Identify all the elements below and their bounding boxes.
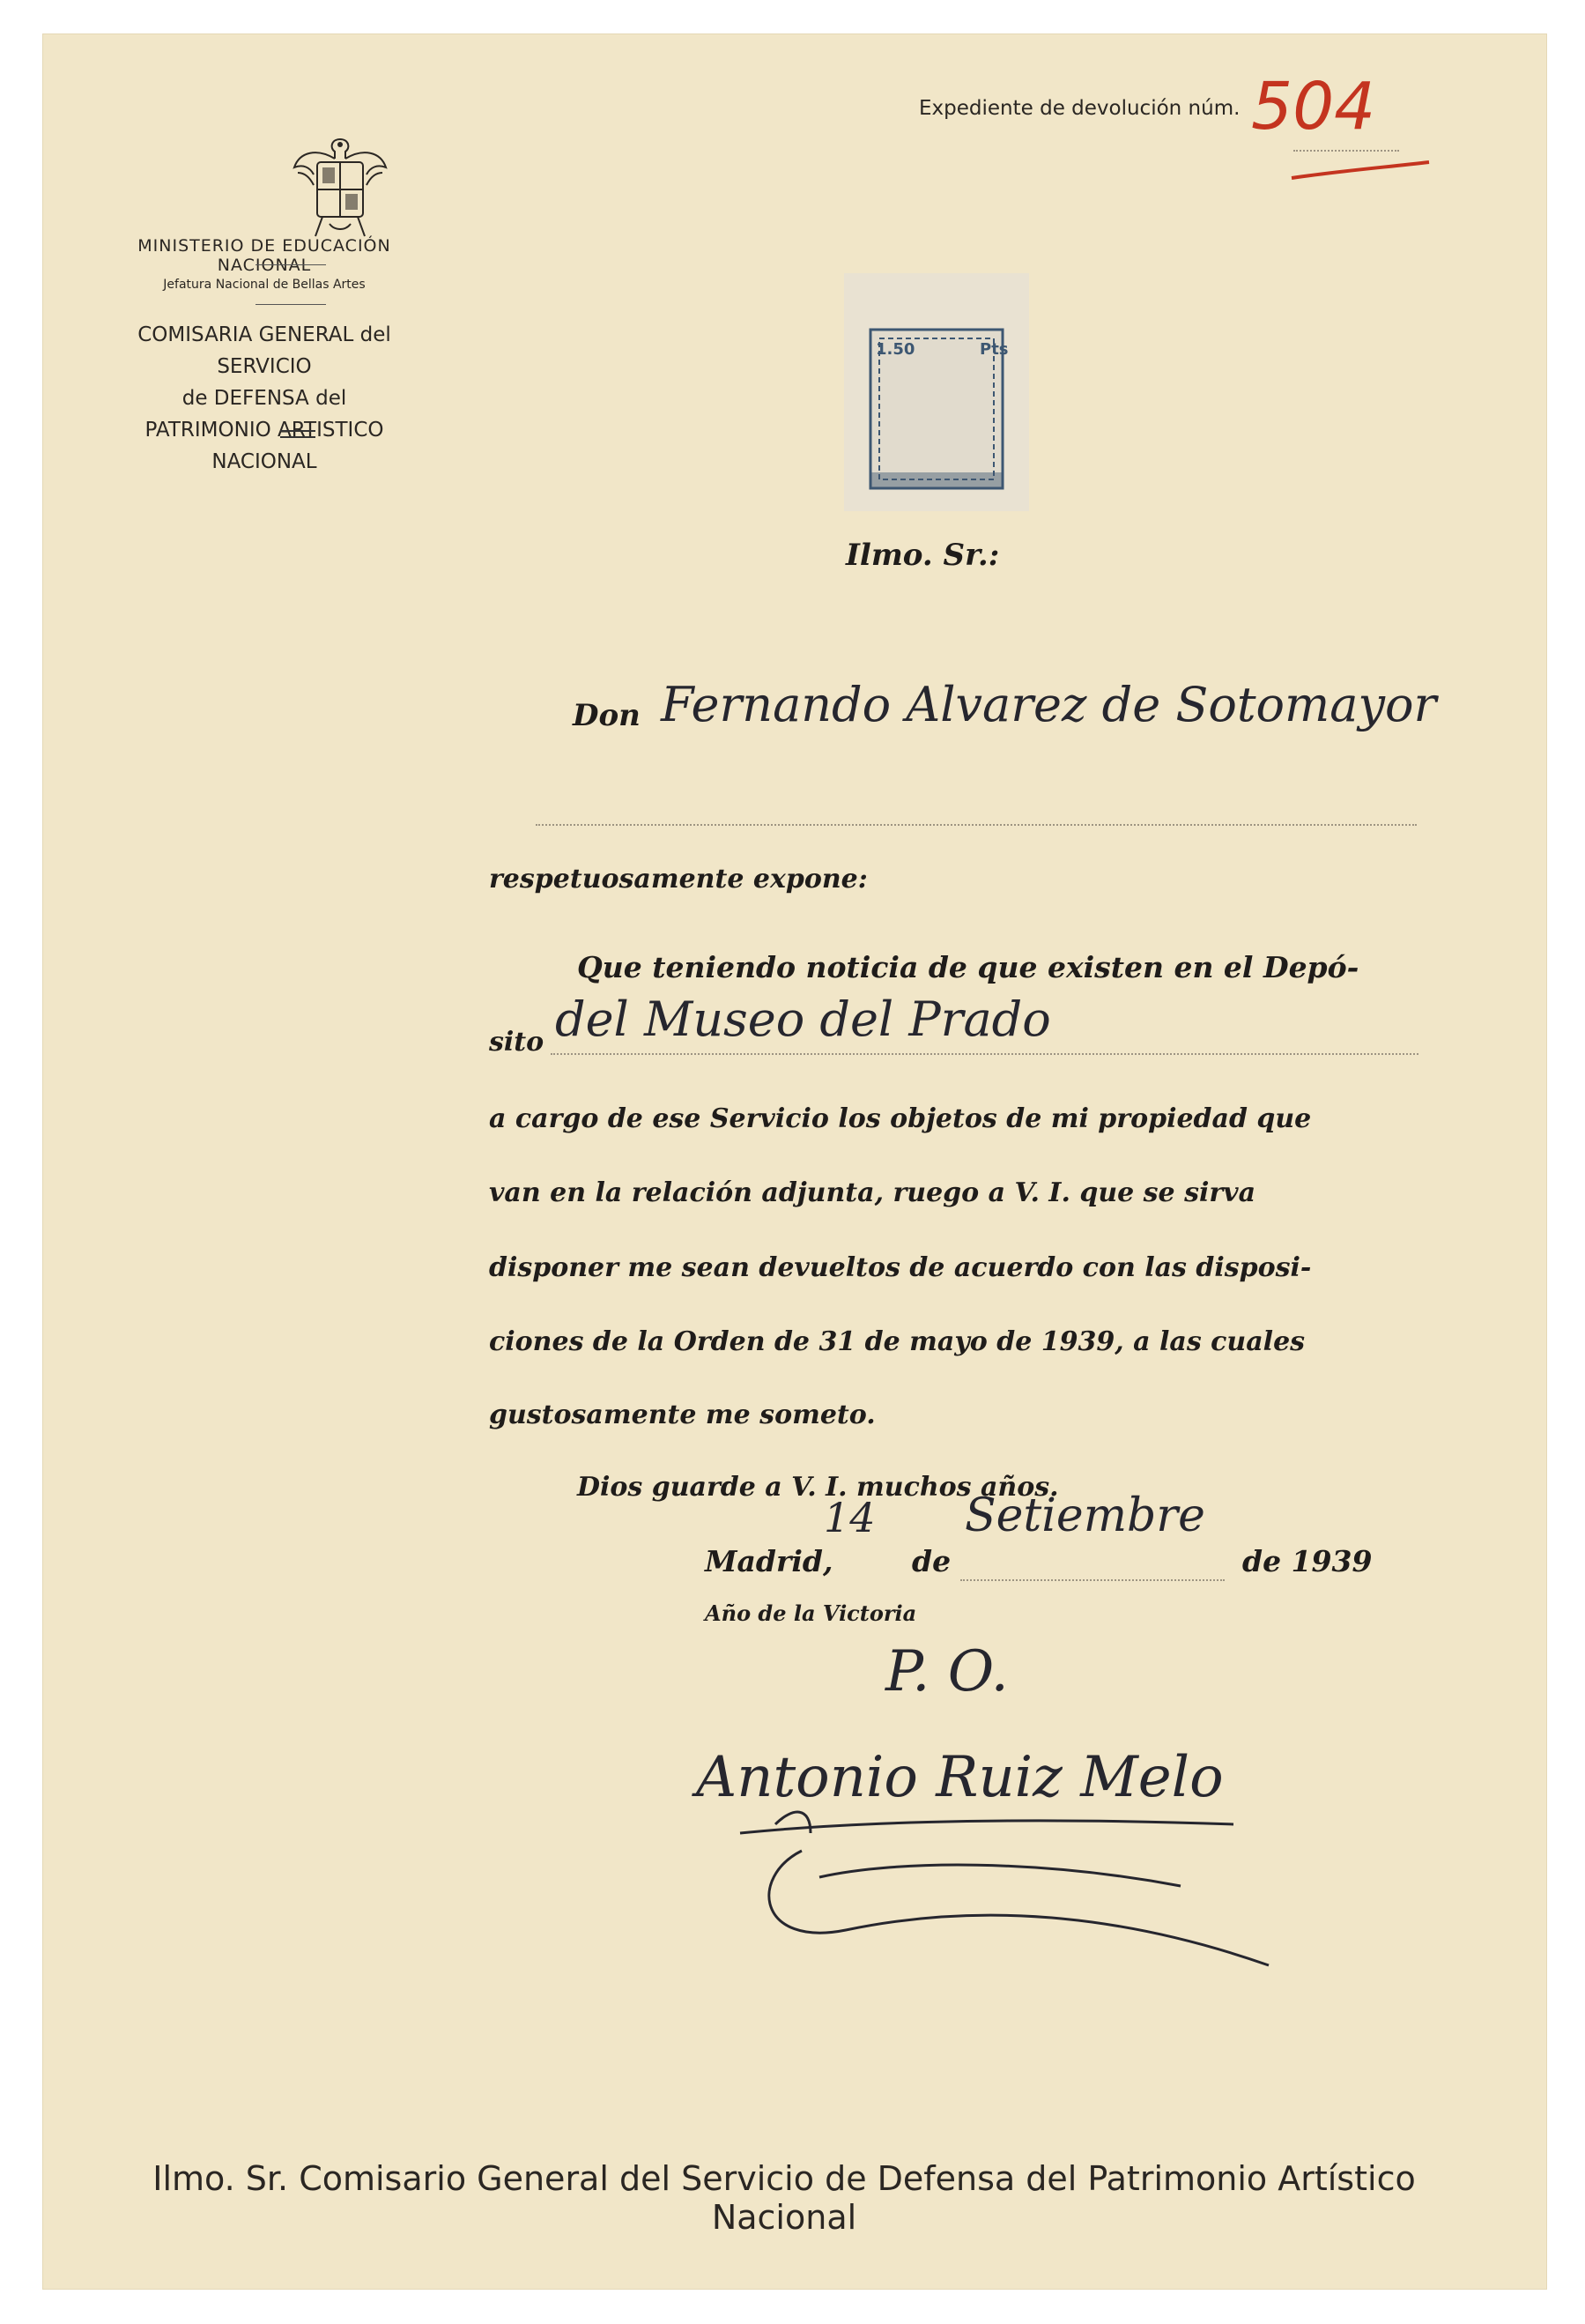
department-name: Jefatura Nacional de Bellas Artes bbox=[163, 278, 366, 292]
date-year: de 1939 bbox=[1242, 1544, 1373, 1578]
date-day: 14 bbox=[824, 1494, 876, 1541]
body-line-4: van en la relación adjunta, ruego a V. I. que se sirva bbox=[489, 1177, 1256, 1208]
body-line-1: Que teniendo noticia de que existen en el Depó- bbox=[577, 950, 1359, 984]
closing-formula: Dios guarde a V. I. muchos años. bbox=[577, 1472, 1059, 1503]
signature-name: Antonio Ruiz Melo bbox=[696, 1745, 1224, 1810]
date-de: de bbox=[912, 1544, 952, 1578]
ministry-name: MINISTERIO DE EDUCACIÓN NACIONAL bbox=[137, 236, 391, 275]
petitioner-name: Fernando Alvarez de Sotomayor bbox=[661, 677, 1437, 732]
signature-flourish bbox=[722, 1798, 1286, 1974]
body-line-3: a cargo de ese Servicio los objetos de mi propiedad que bbox=[489, 1103, 1312, 1134]
file-number-line bbox=[1293, 150, 1399, 152]
stamp-value: 1.50 bbox=[876, 340, 915, 359]
body-line-2-prefix: sito bbox=[489, 1027, 544, 1058]
file-number: 504 bbox=[1251, 69, 1376, 145]
letterhead-divider bbox=[256, 264, 326, 265]
commission-line-3: PATRIMONIO ARTISTICO NACIONAL bbox=[144, 419, 384, 473]
signature-po: P. O. bbox=[885, 1639, 1009, 1704]
letterhead-divider bbox=[256, 304, 326, 305]
file-number-label: Expediente de devolución núm. bbox=[919, 97, 1241, 120]
petitioner-label: Don bbox=[573, 698, 641, 733]
commission-line-2: de DEFENSA del bbox=[181, 387, 347, 410]
commission-line-1: COMISARIA GENERAL del SERVICIO bbox=[137, 323, 391, 378]
deposit-place: del Museo del Prado bbox=[555, 991, 1051, 1047]
revenue-stamp-frame bbox=[844, 273, 1029, 511]
salutation: Ilmo. Sr.: bbox=[846, 538, 1000, 573]
date-month-line bbox=[960, 1579, 1225, 1581]
date-city: Madrid, bbox=[705, 1544, 833, 1578]
coat-of-arms-icon bbox=[291, 132, 389, 247]
deposit-place-line bbox=[551, 1053, 1418, 1055]
addressee-footer: Ilmo. Sr. Comisario General del Servicio de Defensa del Patrimonio Artístico Nacional bbox=[152, 2159, 1416, 2237]
body-line-5: disponer me sean devueltos de acuerdo con las disposi- bbox=[489, 1252, 1312, 1283]
date-era: Año de la Victoria bbox=[705, 1600, 917, 1626]
date-month: Setiembre bbox=[965, 1489, 1205, 1542]
body-intro: respetuosamente expone: bbox=[489, 864, 868, 895]
letterhead-rule bbox=[280, 436, 315, 438]
body-line-7: gustosamente me someto. bbox=[489, 1400, 876, 1430]
petitioner-name-line bbox=[536, 824, 1417, 826]
file-number-underline bbox=[1286, 159, 1436, 185]
letterhead-rule bbox=[280, 430, 315, 432]
body-line-6: ciones de la Orden de 31 de mayo de 1939, a las cuales bbox=[489, 1326, 1306, 1357]
commission-name bbox=[97, 319, 432, 478]
stamp-currency: Pts bbox=[980, 340, 1009, 359]
